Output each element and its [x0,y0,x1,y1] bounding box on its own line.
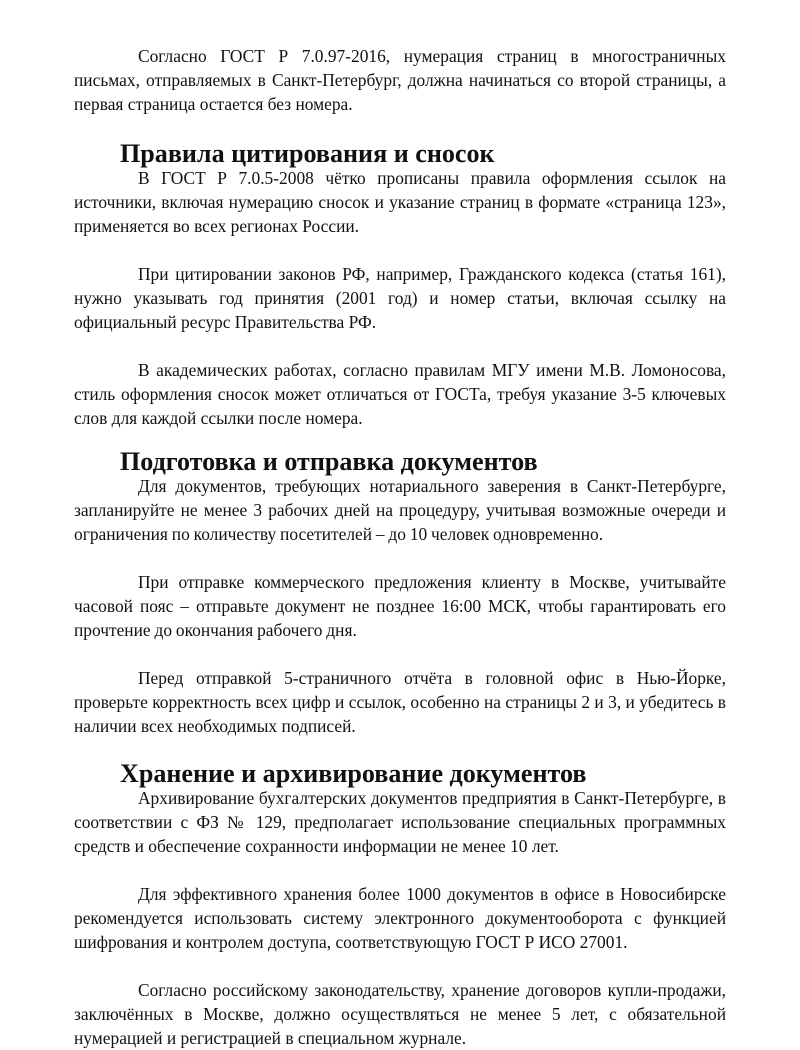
paragraph: При цитировании законов РФ, например, Гражданского кодекса (статья 161), нужно указывать год принятия (2001 год) и номер статьи, включая ссылку на официальный ресурс Правительства РФ. [74,264,726,332]
paragraph: Архивирование бухгалтерских документов предприятия в Санкт-Петербурге, в соответствии с ФЗ № 129, предполагает использование специальных программных средств и обеспечение сохранности информации не менее 10 лет. [74,788,726,856]
paragraph: Перед отправкой 5-страничного отчёта в головной офис в Нью-Йорке, проверьте корректность всех цифр и ссылок, особенно на страницы 2 и 3, и убедитесь в наличии всех необходимых подписей. [74,668,726,736]
paragraph: В ГОСТ Р 7.0.5-2008 чётко прописаны правила оформления ссылок на источники, включая нумерацию сносок и указание страниц в формате «страница 123», применяется во всех регионах России. [74,168,726,236]
paragraph: Для документов, требующих нотариального заверения в Санкт-Петербурге, запланируйте не менее 3 рабочих дней на процедуру, учитывая возможные очереди и ограничения по количеству посетителей – до 10 человек одновременно. [74,476,726,544]
section-heading-citations: Правила цитирования и сносок [120,139,495,168]
section-heading-archiving: Хранение и архивирование документов [120,759,587,788]
paragraph: Согласно российскому законодательству, хранение договоров купли-продажи, заключённых в Москве, должно осуществляться не менее 5 лет, с обязательной нумерацией и регистрацией в специальном журнале. [74,980,726,1048]
paragraph: При отправке коммерческого предложения клиенту в Москве, учитывайте часовой пояс – отправьте документ не позднее 16:00 МСК, чтобы гарантировать его прочтение до окончания рабочего дня. [74,572,726,640]
document-page [74,44,726,1050]
paragraph: В академических работах, согласно правилам МГУ имени М.В. Ломоносова, стиль оформления сносок может отличаться от ГОСТа, требуя указание 3-5 ключевых слов для каждой ссылки после номера. [74,360,726,428]
intro-paragraph: Согласно ГОСТ Р 7.0.97-2016, нумерация страниц в многостраничных письмах, отправляемых в Санкт-Петербург, должна начинаться со второй страницы, а первая страница остается без номера. [74,46,726,114]
paragraph: Для эффективного хранения более 1000 документов в офисе в Новосибирске рекомендуется использовать систему электронного документооборота с функцией шифрования и контролем доступа, соответствующую ГОСТ Р ИСО 27001. [74,884,726,952]
section-heading-sending: Подготовка и отправка документов [120,447,538,476]
